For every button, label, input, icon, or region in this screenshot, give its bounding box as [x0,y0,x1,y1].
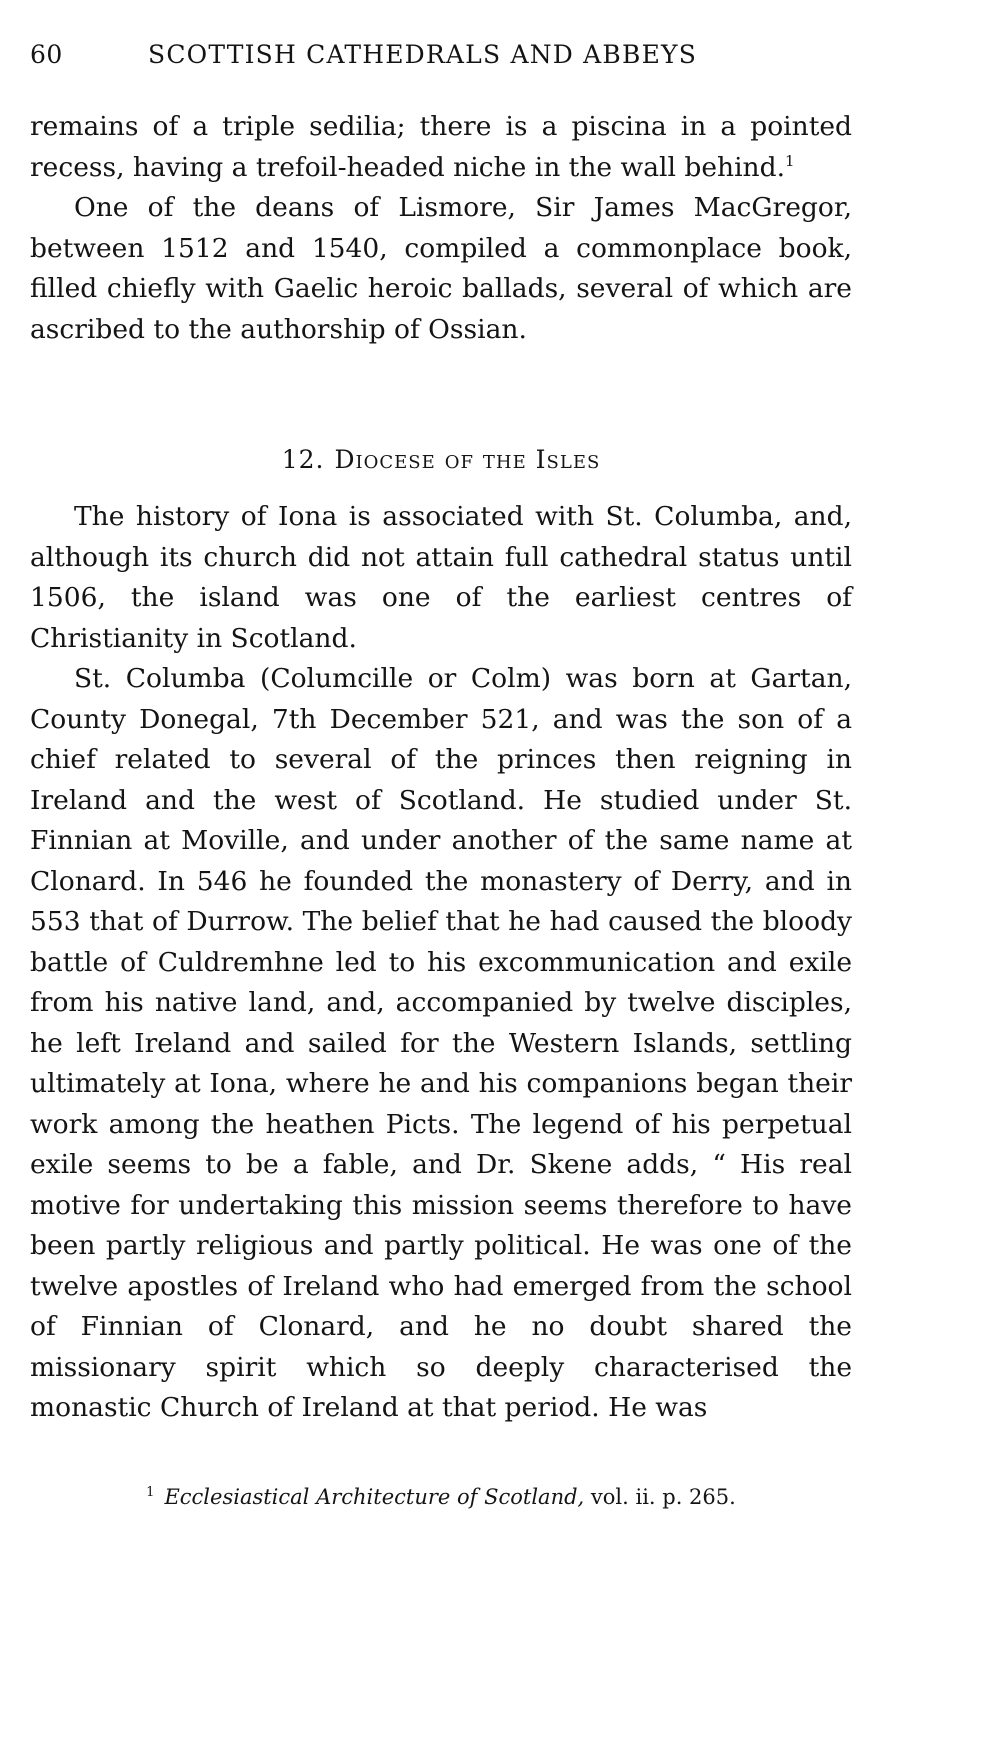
footnote-reference[interactable]: 1 [785,151,795,170]
page-header [30,40,852,80]
footnote-number: 1 [146,1485,155,1500]
page-number: 60 [30,40,63,69]
footnote-source-title: Ecclesiastical Architecture of Scotland, [164,1485,585,1509]
footnote-citation: vol. ii. p. 265. [590,1485,736,1509]
section-number: 12. [281,445,325,474]
paragraph [30,107,852,188]
paragraph: The history of Iona is associated with St. Columba, and, although its church did not attain full cathedral status until 1506, the island was one of the earliest centres of Christianity in Scotland. [30,501,852,654]
paragraph-text: remains of a triple sedilia; there is a piscina in a pointed recess, having a trefoil-headed niche in the wall behind. [30,111,852,183]
paragraph: One of the deans of Lismore, Sir James MacGregor, between 1512 and 1540, compiled a commonplace book, filled chiefly with Gaelic heroic ballads, several of which are ascribed to the authorship of Ossian. [30,192,852,345]
footnote [30,1485,852,1509]
paragraph: St. Columba (Columcille or Colm) was born at Gartan, County Donegal, 7th December 521, and was the son of a chief related to several of the princes then reigning in Ireland and the west of Scotland. He studied under St. Finnian at Moville, and under another of the same name at Clonard. In 546 he founded the monastery of Derry, and in 553 that of Durrow. The belief that he had caused the bloody battle of Culdremhne led to his excommunication and exile from his native land, and, accompanied by twelve disciples, he left Ireland and sailed for the Western Islands, settling ultimately at Iona, where he and his companions began their work among the heathen Picts. The legend of his perpetual exile seems to be a fable, and Dr. Skene adds, “ His real motive for undertaking this mission seems therefore to have been partly religious and partly political. He was one of the twelve apostles of Ireland who had emerged from the school of Finnian of Clonard, and he no doubt shared the missionary spirit which so deeply characterised the monastic Church of Ireland at that period. He was [30,663,852,1423]
section-title: Diocese of the Isles [334,445,601,474]
section-heading [30,445,852,474]
body-text-section [30,497,852,1429]
body-text-top [30,107,852,350]
running-title: SCOTTISH CATHEDRALS AND ABBEYS [148,40,698,69]
book-page [30,0,852,1764]
